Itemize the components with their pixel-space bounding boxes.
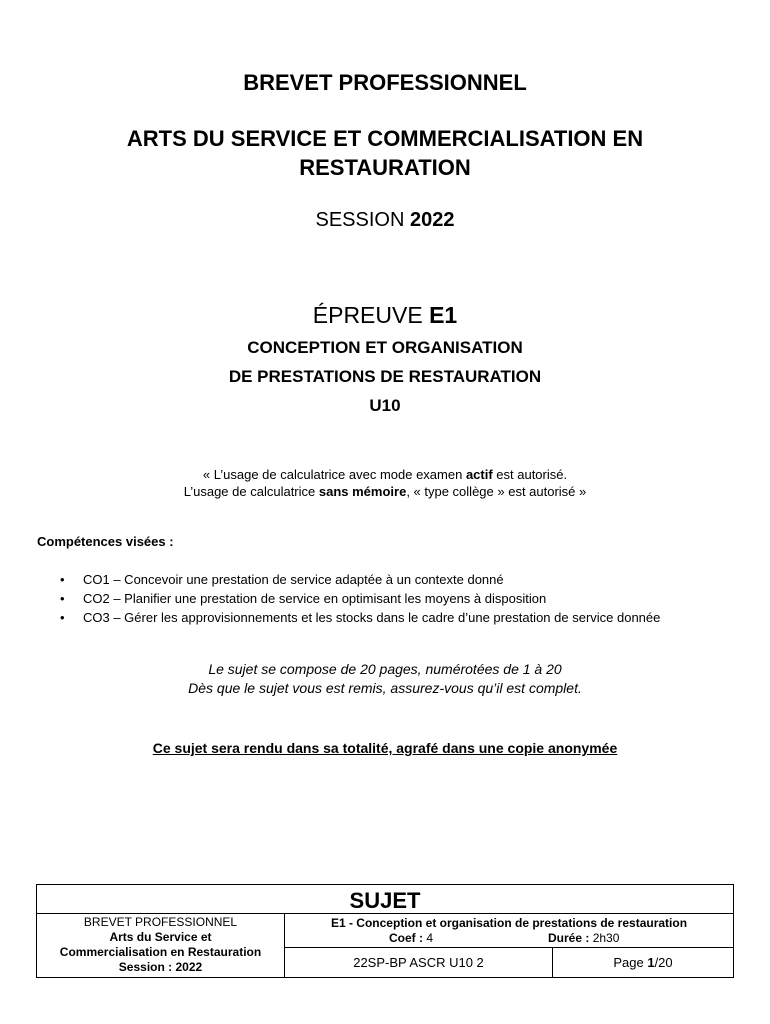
session-line	[0, 209, 770, 232]
calc-text: est autorisé.	[492, 467, 568, 482]
duree-label: Durée :	[548, 931, 593, 945]
diploma-title-line1: ARTS DU SERVICE ET COMMERCIALISATION EN	[126, 126, 644, 151]
epreuve-label: ÉPREUVE	[312, 302, 430, 328]
subject-code: 22SP-BP ASCR U10 2	[285, 948, 553, 977]
epreuve-unit: U10	[369, 396, 401, 415]
epreuve-line	[0, 302, 770, 329]
session-label: Session	[118, 960, 169, 974]
subject-info-line1: Le sujet se compose de 20 pages, numérotées de 1 à 20	[208, 661, 562, 677]
page-number	[553, 948, 733, 977]
duree-value: 2h30	[592, 931, 620, 945]
diploma-cell-line3: Commercialisation en Restauration	[59, 945, 262, 959]
session-year: 2022	[409, 209, 455, 231]
competences-title: Compétences visées :	[37, 534, 174, 549]
calculator-notice-line1	[0, 466, 770, 483]
epreuve-subtitle-line2: DE PRESTATIONS DE RESTAURATION	[228, 367, 542, 386]
list-item	[58, 608, 660, 627]
diploma-cell-session	[37, 960, 284, 975]
epreuve-subtitle-line1: CONCEPTION ET ORGANISATION	[247, 338, 523, 357]
epreuve-subtitle	[0, 333, 770, 420]
coef-label: Coef :	[389, 931, 427, 945]
epreuve-cell-title: E1 - Conception et organisation de prestations de restauration	[330, 916, 688, 930]
calc-text: L’usage de calculatrice	[183, 484, 319, 499]
calc-text: « L’usage de calculatrice avec mode examen	[202, 467, 466, 482]
sujet-heading: SUJET	[37, 885, 733, 914]
diploma-cell	[37, 914, 285, 977]
return-instruction: Ce sujet sera rendu dans sa totalité, agrafé dans une copie anonymée	[152, 740, 618, 756]
calculator-notice	[0, 466, 770, 500]
coef	[389, 931, 433, 945]
page-current: 1	[647, 955, 655, 970]
session-label: SESSION	[315, 209, 410, 231]
coef-value: 4	[426, 931, 434, 945]
competences-list	[58, 570, 660, 627]
bullet: •	[60, 591, 65, 606]
calc-actif: actif	[465, 467, 493, 482]
subject-footer-table	[36, 884, 734, 978]
duree	[548, 931, 619, 945]
calc-sans-memoire: sans mémoire	[318, 484, 407, 499]
subject-info-line2: Dès que le sujet vous est remis, assurez-vous qu’il est complet.	[188, 680, 582, 696]
competence-text: CO3 – Gérer les approvisionnements et les stocks dans le cadre d’une prestation de service donnée	[83, 610, 661, 625]
diploma-cell-line2: Arts du Service et	[109, 930, 212, 944]
epreuve-code: E1	[429, 302, 458, 328]
list-item	[58, 589, 660, 608]
bullet: •	[60, 610, 65, 625]
diploma-title	[0, 124, 770, 182]
competence-text: CO1 – Concevoir une prestation de service adaptée à un contexte donné	[83, 572, 504, 587]
diploma-title-line2: RESTAURATION	[299, 155, 471, 180]
list-item	[58, 570, 660, 589]
competence-text: CO2 – Planifier une prestation de service en optimisant les moyens à disposition	[83, 591, 547, 606]
bullet: •	[60, 572, 65, 587]
exam-title: BREVET PROFESSIONNEL	[243, 70, 527, 95]
page-total: /20	[654, 955, 673, 970]
diploma-cell-line1: BREVET PROFESSIONNEL	[83, 915, 238, 929]
page-label: Page	[613, 955, 648, 970]
epreuve-cell	[285, 914, 733, 948]
subject-info	[0, 660, 770, 698]
calculator-notice-line2	[0, 483, 770, 500]
session-year: : 2022	[168, 960, 203, 974]
calc-text: , « type collège » est autorisé »	[406, 484, 587, 499]
